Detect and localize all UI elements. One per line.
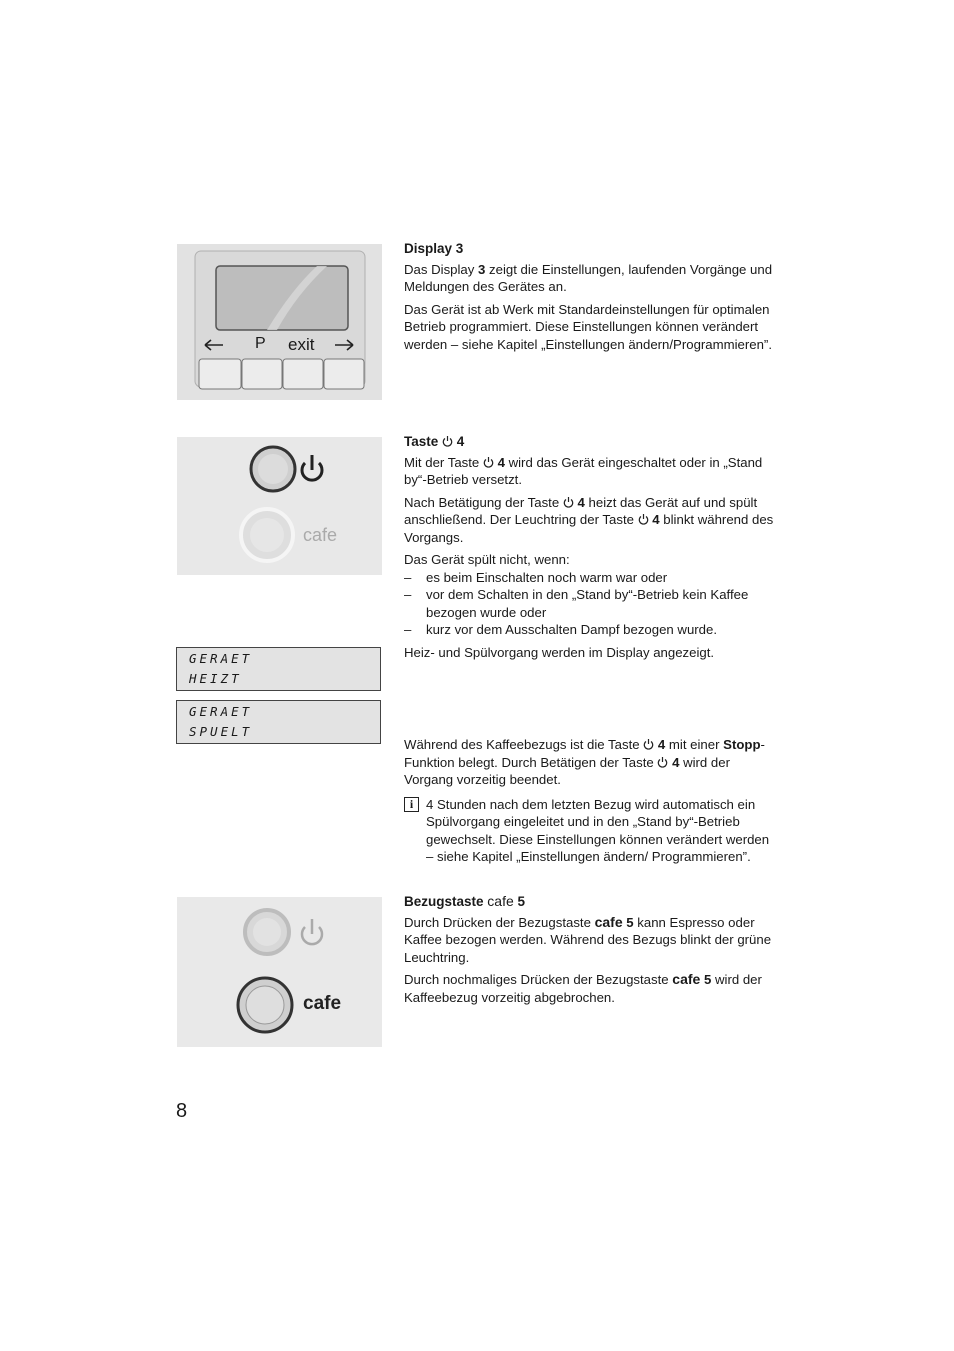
cafe-label-faint: cafe xyxy=(303,525,338,545)
cafe-label: cafe xyxy=(303,993,342,1014)
display-heading: Display 3 xyxy=(404,241,464,256)
power-icon xyxy=(643,738,654,750)
lcd-readout-heating xyxy=(176,647,381,691)
power-icon xyxy=(483,456,494,468)
info-text: 4 Stunden nach dem letzten Bezug wird automatisch ein Spülvorgang eingeleitet und in den „Stand by“-Betrieb gewechselt. Diese Einstellungen können verändert werden – siehe Kapitel „Einstellungen ändern/ Programmieren”. xyxy=(426,796,770,864)
display-section xyxy=(404,240,779,353)
power-paragraph-2: Nach Betätigung der Taste 4 heizt das Gerät auf und spült anschließend. Der Leuchtring der Taste 4 blinkt während des Vorgangs. xyxy=(404,494,774,545)
power-icon xyxy=(302,919,322,944)
lcd-line: GERAET xyxy=(189,651,253,666)
lcd-line: GERAET xyxy=(189,704,253,719)
power-paragraph-3: Das Gerät spült nicht, wenn: xyxy=(404,552,570,567)
page-number: 8 xyxy=(176,1100,188,1122)
list-item: – vor dem Schalten in den „Stand by“-Betrieb kein Kaffee bezogen wurde oder xyxy=(404,586,779,621)
power-paragraph-1: Mit der Taste 4 wird das Gerät eingeschaltet oder in „Stand by“-Betrieb versetzt. xyxy=(404,454,763,487)
power-icon xyxy=(638,513,649,525)
power-icon xyxy=(657,756,668,768)
lcd-line: SPUELT xyxy=(189,724,253,739)
power-button-drawing xyxy=(177,437,382,575)
stop-paragraph: Während des Kaffeebezugs ist die Taste 4 mit einer Stopp-Funktion belegt. Durch Betätigen der Taste 4 wird der Vorgang vorzeitig beendet. xyxy=(404,737,765,787)
display-paragraph-2: Das Gerät ist ab Werk mit Standardeinstellungen für optimalen Betrieb programmiert. Diese Einstellungen können verändert werden – siehe Kapitel „Einstellungen ändern/Programmieren”. xyxy=(404,301,772,352)
cafe-section xyxy=(404,893,779,1006)
panel-label-p: P xyxy=(255,335,266,352)
cafe-paragraph-1: Durch Drücken der Bezugstaste cafe 5 kann Espresso oder Kaffee bezogen werden. Während des Bezugs blinkt der grüne Leuchtring. xyxy=(404,913,772,965)
cafe-button-drawing xyxy=(177,897,382,1047)
power-section xyxy=(404,433,779,661)
power-button-figure xyxy=(177,437,382,575)
info-note xyxy=(404,796,779,866)
display-panel-drawing xyxy=(177,244,382,400)
list-item: – kurz vor dem Ausschalten Dampf bezogen wurde. xyxy=(404,621,779,639)
stop-function-section xyxy=(404,736,779,866)
display-panel-figure xyxy=(177,244,382,400)
info-icon: i xyxy=(404,797,419,812)
power-icon xyxy=(302,455,322,480)
display-paragraph-1: Das Display 3 zeigt die Einstellungen, laufenden Vorgänge und Meldungen des Gerätes an. xyxy=(404,261,773,294)
list-item: – es beim Einschalten noch warm war oder xyxy=(404,569,779,587)
cafe-paragraph-2: Durch nochmaliges Drücken der Bezugstaste cafe 5 wird der Kaffeebezug vorzeitig abgebrochen. xyxy=(404,971,762,1005)
power-heading: Taste 4 xyxy=(404,434,465,449)
power-icon xyxy=(442,435,453,447)
lcd-readout-rinsing xyxy=(176,700,381,744)
panel-label-exit: exit xyxy=(288,335,315,354)
cafe-heading: Bezugstaste cafe 5 xyxy=(404,893,526,909)
lcd-line: HEIZT xyxy=(189,671,242,686)
cafe-button-figure xyxy=(177,897,382,1047)
power-paragraph-4: Heiz- und Spülvorgang werden im Display angezeigt. xyxy=(404,644,715,660)
power-icon xyxy=(563,496,574,508)
